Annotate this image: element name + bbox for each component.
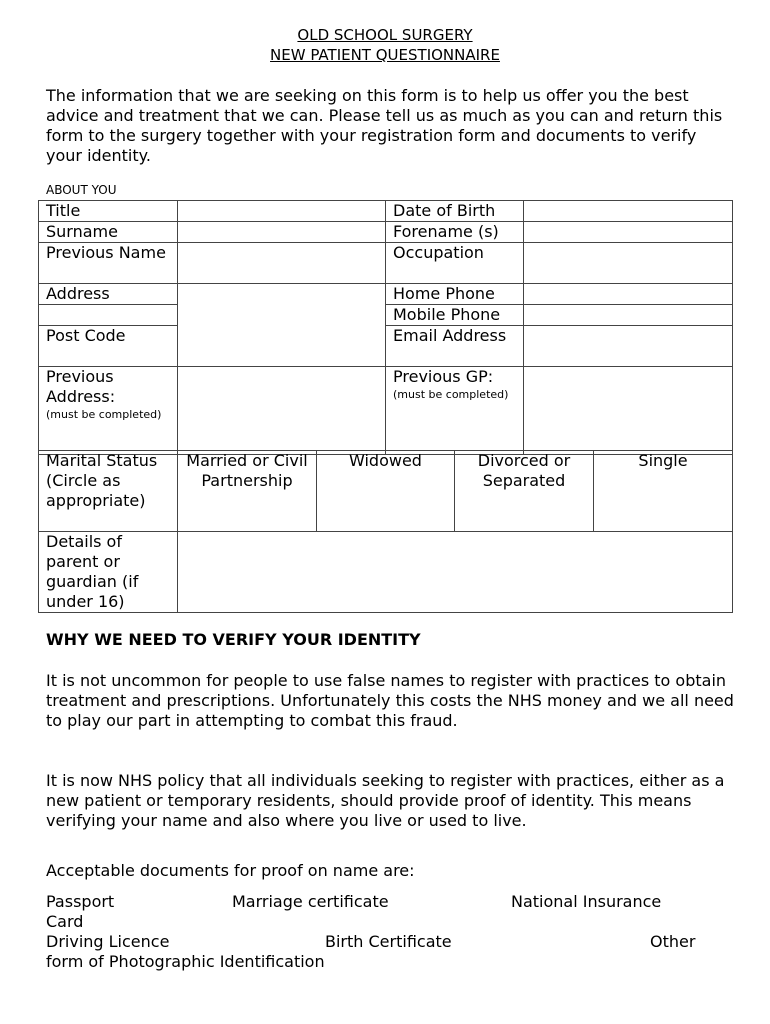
forenames-field[interactable] [524, 222, 733, 243]
doc-ni-card: Card [46, 912, 84, 931]
previous-gp-field[interactable] [524, 367, 733, 455]
doc-passport: Passport [46, 892, 115, 911]
doc-driving-licence: Driving Licence [46, 932, 170, 951]
marital-status-label: Marital Status (Circle as appropriate) [39, 451, 178, 532]
doc-birth-certificate: Birth Certificate [325, 932, 452, 951]
previous-address-note: (must be completed) [46, 408, 162, 421]
post-code-label: Post Code [39, 326, 178, 367]
previous-gp-note: (must be completed) [393, 388, 509, 401]
address-label: Address [39, 284, 178, 305]
address-line-2[interactable] [39, 305, 178, 326]
previous-address-field[interactable] [178, 367, 386, 455]
email-label: Email Address [386, 326, 524, 367]
previous-gp-label: Previous GP: [393, 367, 494, 386]
previous-address-cell [39, 367, 178, 455]
surname-label: Surname [39, 222, 178, 243]
doc-photo-id: form of Photographic Identification [46, 952, 325, 971]
title-field[interactable] [178, 201, 386, 222]
occupation-label: Occupation [386, 243, 524, 284]
intro-paragraph: The information that we are seeking on this form is to help us offer you the best advice and treatment that we can. Please tell us as much as you can and return this form to the surgery together with your registration form and documents to verify your identity. [46, 86, 723, 165]
home-phone-label: Home Phone [386, 284, 524, 305]
verify-paragraph-1: It is not uncommon for people to use false names to register with practices to obtain treatment and prescriptions. Unfortunately this costs the NHS money and we all need to play our part in attempting to combat this fraud. [46, 671, 734, 730]
previous-name-field[interactable] [178, 243, 386, 284]
marital-table [38, 450, 733, 613]
verify-paragraph-2: It is now NHS policy that all individuals seeking to register with practices, either as a new patient or temporary residents, should provide proof of identity. This means verifying your name and also where you live or used to live. [46, 771, 725, 830]
about-you-label: ABOUT YOU [46, 183, 117, 197]
email-field[interactable] [524, 326, 733, 367]
previous-address-label: Previous Address: [46, 367, 116, 406]
marital-option-widowed[interactable]: Widowed [317, 451, 455, 532]
occupation-field[interactable] [524, 243, 733, 284]
previous-gp-cell [386, 367, 524, 455]
marital-option-single[interactable]: Single [594, 451, 733, 532]
previous-name-label: Previous Name [39, 243, 178, 284]
verify-heading: WHY WE NEED TO VERIFY YOUR IDENTITY [46, 630, 421, 649]
marital-option-married[interactable]: Married or Civil Partnership [178, 451, 317, 532]
dob-field[interactable] [524, 201, 733, 222]
doc-other: Other [650, 932, 696, 951]
surname-field[interactable] [178, 222, 386, 243]
guardian-field[interactable] [178, 532, 733, 613]
doc-marriage-certificate: Marriage certificate [232, 892, 389, 911]
doc-national-insurance: National Insurance [511, 892, 662, 911]
marital-option-divorced[interactable]: Divorced or Separated [455, 451, 594, 532]
mobile-phone-label: Mobile Phone [386, 305, 524, 326]
acceptable-documents-intro: Acceptable documents for proof on name are: [46, 861, 415, 880]
title-label: Title [39, 201, 178, 222]
form-subtitle: NEW PATIENT QUESTIONNAIRE [270, 46, 500, 64]
guardian-label: Details of parent or guardian (if under 16) [39, 532, 178, 613]
form-title: OLD SCHOOL SURGERY [297, 26, 473, 44]
forenames-label: Forename (s) [386, 222, 524, 243]
about-you-table [38, 200, 733, 455]
dob-label: Date of Birth [386, 201, 524, 222]
address-field[interactable] [178, 284, 386, 367]
home-phone-field[interactable] [524, 284, 733, 305]
mobile-phone-field[interactable] [524, 305, 733, 326]
